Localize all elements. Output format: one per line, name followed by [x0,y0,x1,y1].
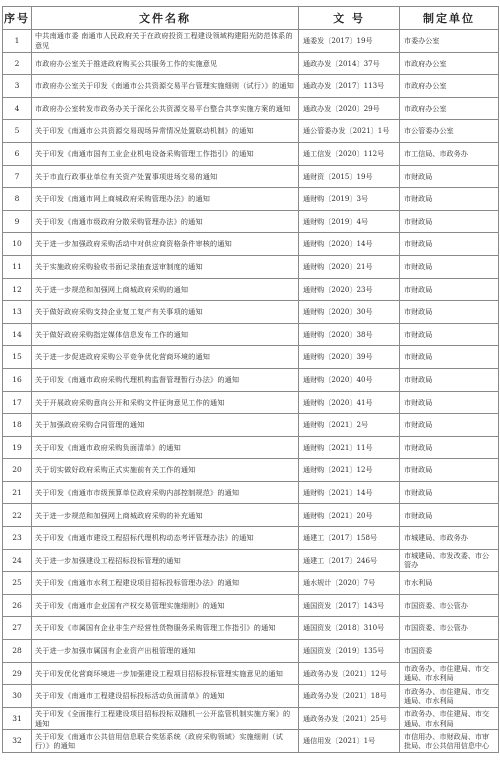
row-index: 32 [3,730,32,753]
row-title: 关于实施政府采购验收书面记录抽查送审制度的通知 [32,255,299,278]
row-title: 关于做好政府采购指定媒体信息发布工作的通知 [32,323,299,346]
row-index: 8 [3,188,32,211]
row-doc-number: 通财购〔2020〕30号 [299,301,400,324]
row-doc-number: 通财购〔2020〕39号 [299,346,400,369]
table-row [3,165,499,188]
row-issuing-unit: 市政府办公室 [400,52,499,75]
row-issuing-unit: 市委办公室 [400,30,499,53]
row-title: 市政府办公室转发市政务办关于深化公共资源交易平台整合共享实施方案的通知 [32,97,299,120]
row-issuing-unit: 市财政局 [400,233,499,256]
table-row [3,97,499,120]
row-doc-number: 通财购〔2019〕3号 [299,188,400,211]
table-row [3,323,499,346]
row-index: 19 [3,436,32,459]
row-title: 市政府办公室关于推进政府购买公共服务工作的实施意见 [32,52,299,75]
row-index: 11 [3,255,32,278]
table-row [3,255,499,278]
header-issuing-unit: 制定单位 [400,7,499,30]
row-issuing-unit: 市财政局 [400,459,499,482]
row-index: 18 [3,414,32,437]
row-issuing-unit: 市财政局 [400,301,499,324]
row-index: 9 [3,210,32,233]
row-title: 关于市直行政事业单位有关资产处置事项进场交易的通知 [32,165,299,188]
table-body [3,30,499,753]
row-doc-number: 通委发〔2017〕19号 [299,30,400,53]
row-doc-number: 通建工〔2017〕246号 [299,549,400,572]
table-header-row [3,7,499,30]
table-row [3,188,499,211]
row-title: 关于印发《南通市网上商城政府采购管理办法》的通知 [32,188,299,211]
row-title: 关于印发《南通市政府采购代理机构监督管理暂行办法》的通知 [32,368,299,391]
header-title: 文件名称 [32,7,299,30]
row-issuing-unit: 市财政局 [400,368,499,391]
row-title: 市政府办公室关于印发《南通市公共资源交易平台管理实施细则（试行）》的通知 [32,75,299,98]
table-row [3,436,499,459]
row-title: 关于印发《全面推行工程建设项目招标投标双随机一公开监管机制实施方案》的通知 [32,707,299,730]
row-doc-number: 通工信发〔2020〕112号 [299,142,400,165]
table-row [3,210,499,233]
row-doc-number: 通财购〔2020〕41号 [299,391,400,414]
regulation-table [2,6,499,753]
row-index: 30 [3,685,32,708]
row-title: 关于印发《南通市级政府分散采购管理办法》的通知 [32,210,299,233]
row-doc-number: 通财资〔2015〕19号 [299,165,400,188]
row-title: 关于印发《南通市公共信用信息联合奖惩系统（政府采购领域）实施细则（试行）》的通知 [32,730,299,753]
row-title: 关于进一步加强建设工程招标投标管理的通知 [32,549,299,572]
row-title: 关于做好政府采购支持企业复工复产有关事项的通知 [32,301,299,324]
row-index: 12 [3,278,32,301]
row-doc-number: 通政务办发〔2021〕18号 [299,685,400,708]
table-row [3,730,499,753]
row-doc-number: 通政务办发〔2021〕25号 [299,707,400,730]
row-index: 22 [3,504,32,527]
row-index: 6 [3,142,32,165]
table-row [3,120,499,143]
row-title: 关于印发《南通市水利工程建设项目招标投标管理办法》的通知 [32,572,299,595]
row-doc-number: 通政办发〔2017〕113号 [299,75,400,98]
row-doc-number: 通财购〔2019〕4号 [299,210,400,233]
row-title: 关于印发《市属国有企业非生产经营性货物服务采购管理工作指引》的通知 [32,617,299,640]
row-doc-number: 通财购〔2020〕40号 [299,368,400,391]
row-doc-number: 通政办发〔2014〕37号 [299,52,400,75]
table-row [3,617,499,640]
table-row [3,549,499,572]
table-row [3,346,499,369]
row-issuing-unit: 市国资委、市公管办 [400,617,499,640]
row-issuing-unit: 市财政局 [400,414,499,437]
table-row [3,142,499,165]
table-row [3,301,499,324]
row-title: 关于印发优化营商环境进一步加强建设工程项目招标投标管理实施意见的通知 [32,662,299,685]
table-row [3,368,499,391]
table-row [3,640,499,663]
row-issuing-unit: 市财政局 [400,278,499,301]
table-row [3,504,499,527]
row-issuing-unit: 市政府办公室 [400,75,499,98]
row-index: 13 [3,301,32,324]
row-title: 关于印发《南通市政府采购负面清单》的通知 [32,436,299,459]
table-row [3,52,499,75]
row-issuing-unit: 市信用办、市财政局、市审批局、市公共信用信息中心 [400,730,499,753]
row-issuing-unit: 市国资委、市公管办 [400,594,499,617]
row-issuing-unit: 市国资委 [400,640,499,663]
table-row [3,459,499,482]
row-issuing-unit: 市城建局、市发改委、市公管办 [400,549,499,572]
table-row [3,278,499,301]
header-index: 序号 [3,7,32,30]
table-row [3,662,499,685]
row-title: 关于进一步加强政府采购活动中对供应商资格条件审核的通知 [32,233,299,256]
row-title: 关于印发《南通市国有工业企业机电设备采购管理工作指引》的通知 [32,142,299,165]
row-doc-number: 通财购〔2020〕38号 [299,323,400,346]
row-doc-number: 通财购〔2021〕11号 [299,436,400,459]
table-row [3,707,499,730]
table-row [3,685,499,708]
row-index: 10 [3,233,32,256]
row-title: 关于进一步规范和加强网上商城政府采购的补充通知 [32,504,299,527]
row-doc-number: 通政办发〔2020〕29号 [299,97,400,120]
row-issuing-unit: 市财政局 [400,165,499,188]
row-issuing-unit: 市政府办公室 [400,97,499,120]
header-doc-number: 文 号 [299,7,400,30]
row-doc-number: 通国资发〔2017〕143号 [299,594,400,617]
row-doc-number: 通财购〔2021〕12号 [299,459,400,482]
table-row [3,572,499,595]
row-index: 27 [3,617,32,640]
table-row [3,30,499,53]
row-index: 20 [3,459,32,482]
row-title: 关于进一步规范和加强网上商城政府采购的通知 [32,278,299,301]
row-doc-number: 通财购〔2021〕20号 [299,504,400,527]
row-doc-number: 通财购〔2020〕21号 [299,255,400,278]
row-issuing-unit: 市政务办、市住建局、市交通局、市水利局 [400,685,499,708]
row-issuing-unit: 市财政局 [400,346,499,369]
row-doc-number: 通财购〔2020〕14号 [299,233,400,256]
row-title: 关于加强政府采购合同管理的通知 [32,414,299,437]
row-doc-number: 通水规计〔2020〕7号 [299,572,400,595]
row-doc-number: 通财购〔2021〕2号 [299,414,400,437]
row-title: 中共南通市委 南通市人民政府关于在政府投资工程建设领域构建阳光防范体系的意见 [32,30,299,53]
row-title: 关于进一步促进政府采购公平竞争优化营商环境的通知 [32,346,299,369]
row-index: 31 [3,707,32,730]
row-doc-number: 通建工〔2017〕158号 [299,527,400,550]
row-index: 24 [3,549,32,572]
table-row [3,75,499,98]
row-doc-number: 通国资发〔2018〕310号 [299,617,400,640]
row-index: 1 [3,30,32,53]
row-doc-number: 通财购〔2020〕23号 [299,278,400,301]
row-issuing-unit: 市财政局 [400,323,499,346]
row-issuing-unit: 市财政局 [400,391,499,414]
row-title: 关于印发《南通市市级预算单位政府采购内部控制规范》的通知 [32,481,299,504]
document-page [2,6,498,753]
table-row [3,414,499,437]
table-row [3,527,499,550]
row-issuing-unit: 市财政局 [400,210,499,233]
row-doc-number: 通国资发〔2019〕135号 [299,640,400,663]
row-issuing-unit: 市财政局 [400,255,499,278]
row-doc-number: 通政务办发〔2021〕12号 [299,662,400,685]
table-row [3,391,499,414]
row-index: 5 [3,120,32,143]
row-title: 关于印发《南通市建设工程招标代理机构动态考评管理办法》的通知 [32,527,299,550]
row-index: 2 [3,52,32,75]
row-index: 7 [3,165,32,188]
row-issuing-unit: 市财政局 [400,481,499,504]
row-title: 关于印发《南通市企业国有产权交易管理实施细则》的通知 [32,594,299,617]
row-index: 4 [3,97,32,120]
row-index: 21 [3,481,32,504]
row-index: 26 [3,594,32,617]
row-title: 关于印发《南通市工程建设招标投标活动负面清单》的通知 [32,685,299,708]
row-index: 28 [3,640,32,663]
table-row [3,233,499,256]
row-issuing-unit: 市政务办、市住建局、市交通局、市水利局 [400,662,499,685]
row-title: 关于印发《南通市公共资源交易现场异常情况处置联动机制》的通知 [32,120,299,143]
row-issuing-unit: 市城建局、市政务办 [400,527,499,550]
row-issuing-unit: 市财政局 [400,436,499,459]
row-index: 3 [3,75,32,98]
row-issuing-unit: 市工信局、市政务办 [400,142,499,165]
row-index: 14 [3,323,32,346]
row-title: 关于进一步加强市属国有企业资产出租管理的通知 [32,640,299,663]
row-issuing-unit: 市公管委办公室 [400,120,499,143]
row-index: 25 [3,572,32,595]
row-index: 15 [3,346,32,369]
row-issuing-unit: 市政务办、市住建局、市交通局、市水利局 [400,707,499,730]
row-doc-number: 通财购〔2021〕14号 [299,481,400,504]
table-row [3,594,499,617]
row-title: 关于开展政府采购意向公开和采购文件征询意见工作的通知 [32,391,299,414]
row-index: 17 [3,391,32,414]
row-index: 29 [3,662,32,685]
row-issuing-unit: 市财政局 [400,188,499,211]
row-title: 关于切实做好政府采购正式实施前有关工作的通知 [32,459,299,482]
row-index: 23 [3,527,32,550]
row-doc-number: 通信用发〔2021〕1号 [299,730,400,753]
row-index: 16 [3,368,32,391]
row-issuing-unit: 市水利局 [400,572,499,595]
row-issuing-unit: 市财政局 [400,504,499,527]
row-doc-number: 通公管委办发〔2021〕1号 [299,120,400,143]
table-row [3,481,499,504]
